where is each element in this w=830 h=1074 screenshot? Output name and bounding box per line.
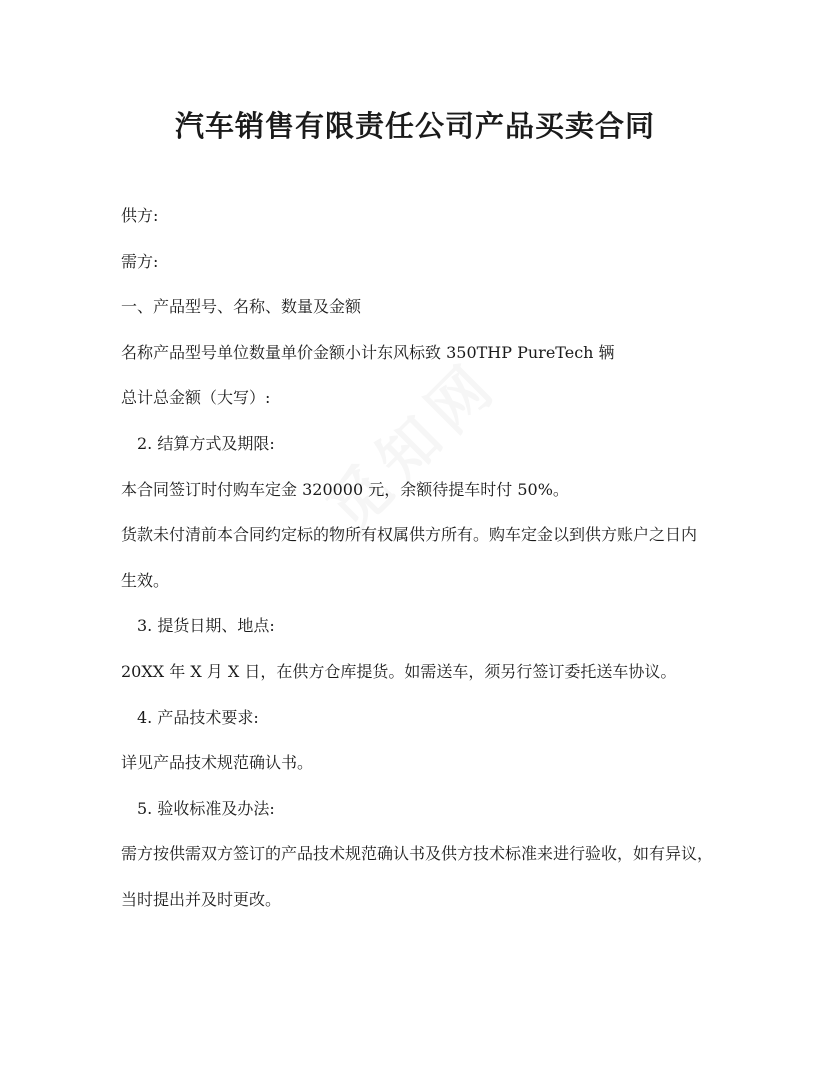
document-title: 汽车销售有限责任公司产品买卖合同 — [174, 109, 655, 143]
section-heading-product: 一、产品型号、名称、数量及金额 — [121, 297, 362, 316]
buyer-line: 需方: — [121, 252, 159, 271]
settlement-paragraph: 本合同签订时付购车定金 320000 元，余额待提车时付 50%。 — [121, 480, 569, 499]
section-heading-settlement: 2. 结算方式及期限: — [137, 434, 275, 453]
section-heading-acceptance: 5. 验收标准及办法: — [137, 799, 275, 818]
acceptance-paragraph-cont: 当时提出并及时更改。 — [121, 890, 282, 909]
section-heading-delivery: 3. 提货日期、地点: — [137, 616, 275, 635]
ownership-paragraph-cont: 生效。 — [121, 571, 170, 590]
watermark — [305, 338, 514, 547]
tech-paragraph: 详见产品技术规范确认书。 — [121, 753, 314, 772]
delivery-paragraph: 20XX 年 X 月 X 日，在供方仓库提货。如需送车，须另行签订委托送车协议。 — [121, 662, 677, 681]
ownership-paragraph: 货款未付清前本合同约定标的物所有权属供方所有。购车定金以到供方账户之日内 — [121, 525, 698, 544]
total-amount-line: 总计总金额（大写）: — [121, 388, 271, 407]
supplier-line: 供方: — [121, 206, 159, 225]
section-heading-tech: 4. 产品技术要求: — [137, 708, 259, 727]
product-table-line: 名称产品型号单位数量单价金额小计东风标致 350THP PureTech 辆 — [121, 343, 615, 362]
acceptance-paragraph: 需方按供需双方签订的产品技术规范确认书及供方技术标准来进行验收，如有异议， — [121, 844, 714, 863]
